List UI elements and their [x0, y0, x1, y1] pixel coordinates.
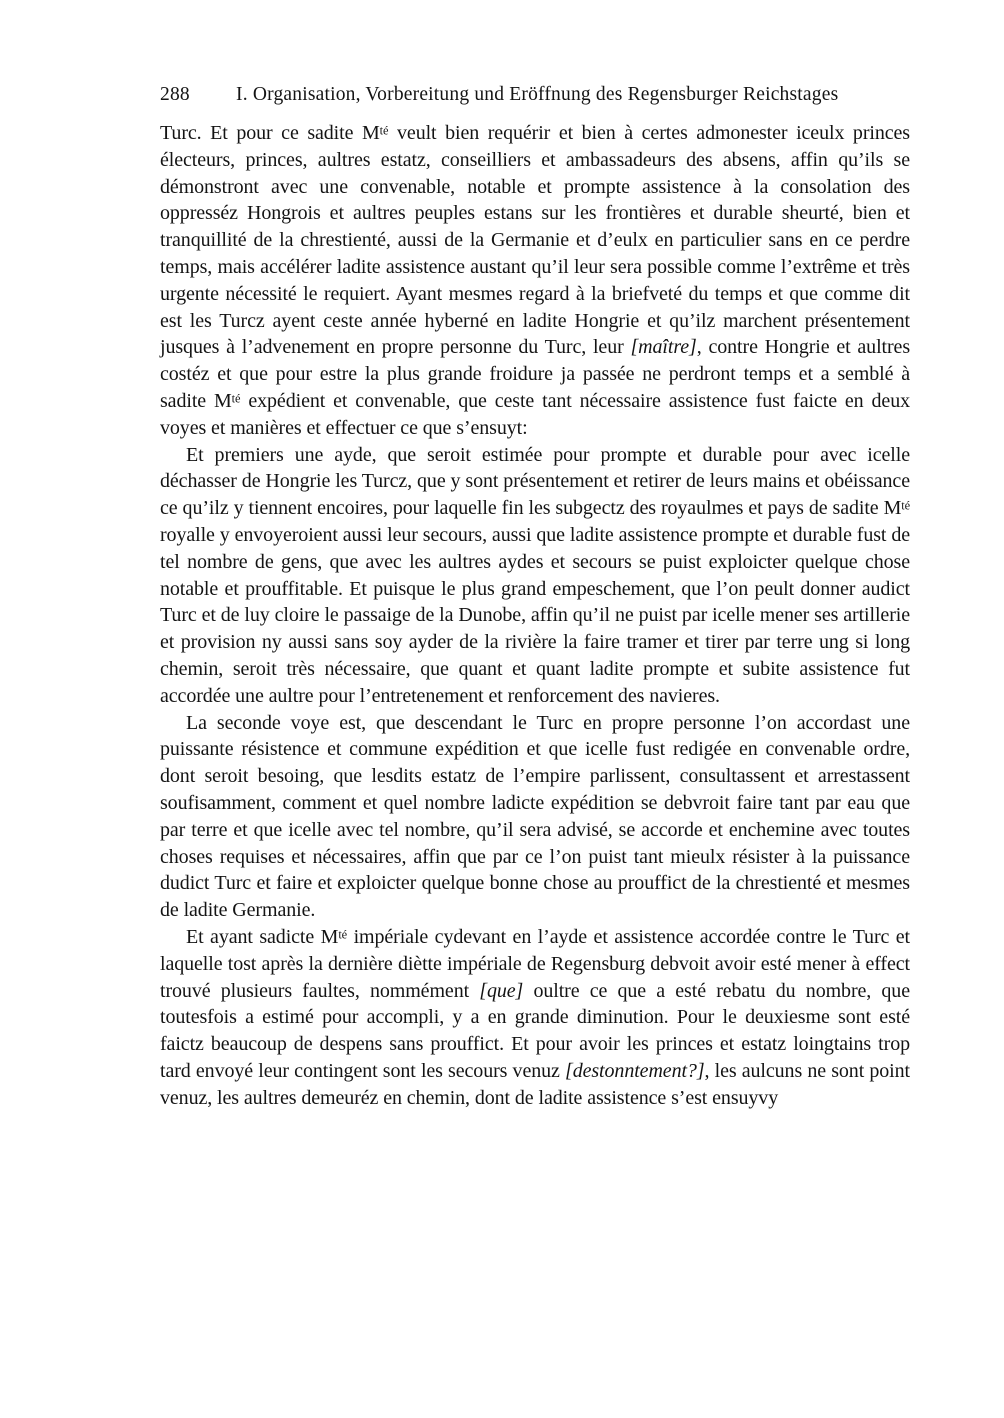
- text-run: impériale cydevant en l’ayde et assistence accordée contre le Turc et laquelle tost après la dernière diètte impériale de Regensburg debvoit avoir esté mener à effect trouvé plusieurs faultes, nommément: [160, 925, 910, 1002]
- running-title: I. Organisation, Vorbereitung und Eröffnung des Regensburger Reichstages: [236, 84, 839, 105]
- editorial-insertion-italic: [destonntement?]: [565, 1059, 705, 1082]
- editorial-insertion-italic: [maître]: [630, 336, 697, 359]
- text-run: veult bien requérir et bien à certes admonester iceulx princes électeurs, princes, aultres estatz, conseilliers et ambassadeurs des absens, affin qu’ils se démonstront avec une convenable, notable et prompte assistence à la consolation des oppresséz Hongrois et aultres peuples estans sur les frontières et durable sheurté, bien et tranquillité de la chrestienté, aussi de la Germanie et d’eulx en particulier sans en ce perdre temps, mais accélérer ladite assistence austant qu’il leur sera possible comme l’extrême et très urgente nécessité le requiert. Ayant mesmes regard à la briefveté du temps et que comme dit est les Turcz ayent ceste année hyberné en ladite Hongrie et qu’ilz marchent présentement jusques à l’advenement en propre personne du Turc, leur: [160, 122, 910, 359]
- superscript-abbreviation: té: [901, 498, 910, 513]
- text-run: Turc. Et pour ce sadite M: [160, 122, 380, 144]
- superscript-abbreviation: té: [338, 927, 348, 942]
- text-run: oultre ce que a esté rebatu du nombre, que toutesfois a estimé pour accompli, y a en grande diminution. Pour le deuxiesme sont esté faictz beaucoup de despens sans prouffict. Et pour avoir les princes et estatz loingtains trop tard envoyé leur contingent sont les secours venuz: [160, 979, 910, 1082]
- paragraph: [160, 442, 910, 710]
- text-run: Et premiers une ayde, que seroit estimée pour prompte et durable pour avec icelle déchasser de Hongrie les Turcz, que y sont présentement et retirer de leurs mains et obéissance ce qu’ilz y tiennent encoires, pour laquelle fin les subgectz des royaulmes et pays de sadite M: [160, 443, 910, 520]
- text-run: La seconde voye est, que descendant le Turc en propre personne l’on accordast une puissante résistence et commune expédition et que icelle fust redigée en convenable ordre, dont seroit besoing, que lesdits estatz de l’empire parlissent, consultassent et arrestassent soufisamment, comment et quel nombre ladicte expédition se debvroit faire tant par eau que par terre et que icelle avec tel nombre, qu’il sera advisé, se accorde et enchemine avec toutes choses requises et nécessaires, affin que par ce l’on puist tant mieulx résister à la puissance dudict Turc et faire et exploicter quelque bonne chose au prouffict de la chrestienté et mesmes de ladite Germanie.: [160, 711, 910, 922]
- text-run: , contre Hongrie et aultres costéz et que pour estre la plus grande froidure ja passée ne perdront temps et a semblé à sadite M: [160, 336, 910, 412]
- editorial-insertion-italic: [que]: [479, 979, 524, 1002]
- body-text: [160, 120, 910, 1111]
- superscript-abbreviation: té: [231, 391, 241, 406]
- paragraph: [160, 120, 910, 442]
- text-run: royalle y envoyeroient aussi leur secours, aussi que ladite assistence prompte et durable fust de tel nombre de gens, que avec les aultres aydes et secours se puist exploicter quelque chose notable et prouffitable. Et puisque le plus grand empeschement, que l’on peult donner audict Turc et de luy cloire le passaige de la Dunobe, affin qu’il ne puist par icelle mener ses artillerie et provision ny aussi sans soy ayder de la rivière la faire tramer et tirer par terre ung si long chemin, seroit très nécessaire, que quant et quant ladite prompte et subite assistence fut accordée une aultre pour l’entretenement et renforcement des navieres.: [160, 523, 910, 707]
- superscript-abbreviation: té: [379, 123, 389, 138]
- running-header: [160, 84, 910, 106]
- paragraph: [160, 710, 910, 924]
- text-run: , les aulcuns ne sont point venuz, les aultres demeuréz en chemin, dont de ladite assistence s’est ensuyvy: [160, 1059, 910, 1109]
- text-run: Et ayant sadicte M: [186, 925, 339, 948]
- page-number: 288: [160, 84, 190, 105]
- text-run: expédient et convenable, que ceste tant nécessaire assistence fust faicte en deux voyes et manières et effectuer ce que s’ensuyt:: [160, 389, 910, 439]
- paragraph: [160, 924, 910, 1112]
